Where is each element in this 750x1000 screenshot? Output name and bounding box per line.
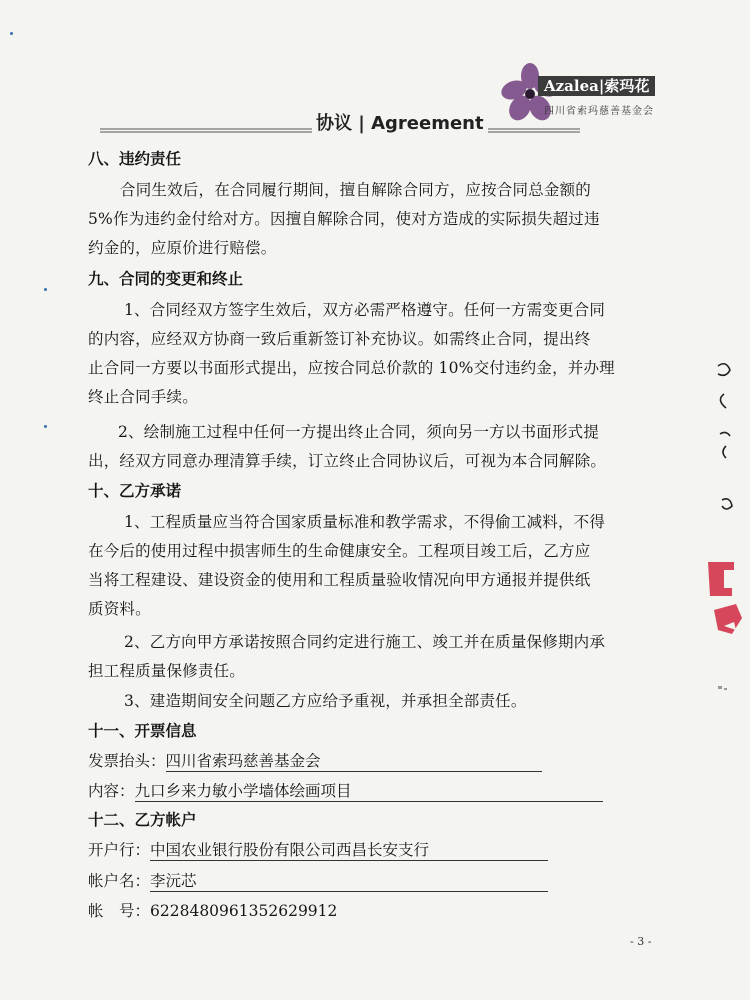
section-8-line: 合同生效后，在合同履行期间，擅自解除合同方，应按合同总金额的: [120, 181, 592, 199]
seal-bleed-through: [700, 350, 750, 710]
account-name-label: 帐户名：: [88, 872, 151, 890]
invoice-content-field: [88, 779, 603, 802]
page-title: 协议 | Agreement: [312, 109, 488, 135]
account-number-field: [88, 899, 337, 921]
scan-dot: [44, 288, 47, 291]
scan-dot: [44, 425, 47, 428]
section-8-line: 5%作为违约金付给对方。因擅自解除合同，使对方造成的实际损失超过违: [88, 210, 600, 228]
bank-label: 开户行：: [88, 841, 151, 859]
azalea-logo: [500, 62, 670, 126]
account-name-field: [88, 869, 548, 892]
invoice-content-value: 九口乡来力敏小学墙体绘画项目: [135, 779, 603, 802]
section-9-line: 终止合同手续。: [88, 388, 198, 406]
section-8-line: 约金的，应原价进行赔偿。: [88, 239, 277, 257]
section-9-line: 出，经双方同意办理清算手续，订立终止合同协议后，可视为本合同解除。: [88, 452, 607, 470]
section-11-heading: 十一、开票信息: [88, 721, 197, 740]
section-9-line: 止合同一方要以书面形式提出，应按合同总价款的 10%交付违约金，并办理: [88, 359, 615, 377]
logo-en: Azalea: [544, 77, 599, 95]
section-10-line: 担工程质量保修责任。: [88, 662, 246, 680]
section-8-heading: 八、违约责任: [88, 149, 182, 168]
page-number: - 3 -: [630, 935, 652, 948]
section-10-line: 3、建造期间安全问题乙方应给予重视，并承担全部责任。: [124, 692, 527, 710]
invoice-title-label: 发票抬头：: [88, 752, 166, 770]
bank-field: [88, 838, 548, 861]
section-9-line: 2、绘制施工过程中任何一方提出终止合同，须向另一方以书面形式提: [118, 423, 600, 441]
section-10-line: 质资料。: [88, 600, 151, 618]
account-number-label: 帐 号：: [88, 902, 151, 920]
section-10-line: 当将工程建设、建设资金的使用和工程质量验收情况向甲方通报并提供纸: [88, 571, 591, 589]
account-number-value: 6228480961352629912: [150, 902, 338, 920]
scan-dot: [10, 32, 13, 35]
section-10-line: 在今后的使用过程中损害师生的生命健康安全。工程项目竣工后，乙方应: [88, 542, 591, 560]
section-10-heading: 十、乙方承诺: [88, 481, 182, 500]
section-10-line: 2、乙方向甲方承诺按照合同约定进行施工、竣工并在质量保修期内承: [124, 633, 606, 651]
logo-wordmark: Azalea|索玛花: [538, 76, 655, 96]
invoice-content-label: 内容：: [88, 782, 135, 800]
bank-value: 中国农业银行股份有限公司西昌长安支行: [150, 838, 548, 861]
section-9-heading: 九、合同的变更和终止: [88, 269, 244, 288]
section-10-line: 1、工程质量应当符合国家质量标准和教学需求，不得偷工减料，不得: [124, 513, 606, 531]
account-name-value: 李沅芯: [150, 869, 548, 892]
section-12-heading: 十二、乙方帐户: [88, 810, 197, 829]
logo-subtitle: 四川省索玛慈善基金会: [544, 106, 654, 117]
invoice-title-value: 四川省索玛慈善基金会: [166, 749, 542, 772]
section-9-line: 1、合同经双方签字生效后，双方必需严格遵守。任何一方需变更合同: [124, 301, 606, 319]
logo-cn: 索玛花: [604, 77, 650, 95]
invoice-title-field: [88, 749, 542, 772]
section-9-line: 的内容，应经双方协商一致后重新签订补充协议。如需终止合同，提出终: [88, 330, 591, 348]
